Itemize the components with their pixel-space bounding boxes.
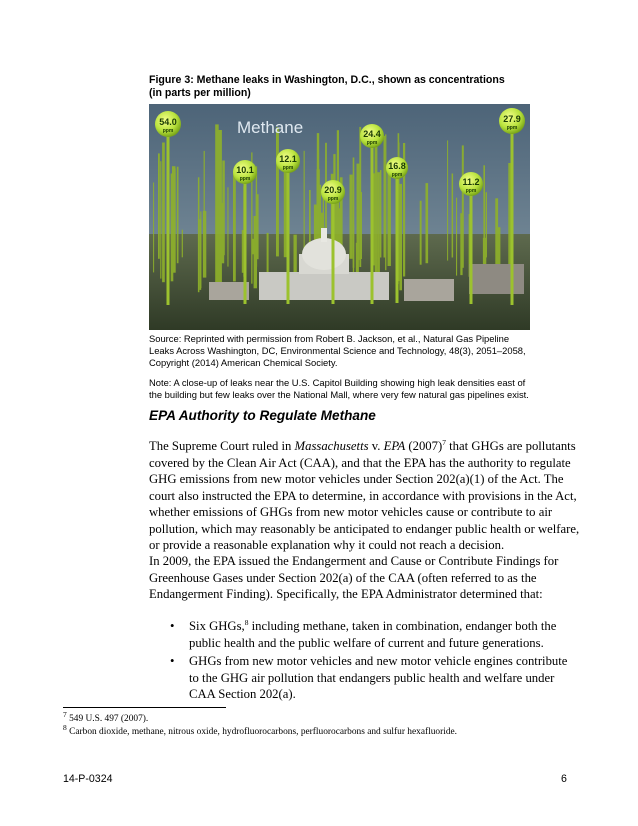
concentration-unit: ppm [282, 165, 294, 171]
concentration-unit: ppm [366, 140, 378, 146]
bubble-stem [371, 146, 374, 304]
bubble-stem [470, 194, 473, 304]
bullet-text: Six GHGs, [189, 619, 245, 633]
footnote-7 [63, 709, 149, 725]
methane-spike [447, 140, 448, 260]
footnote-ref-8[interactable]: 8 [244, 617, 249, 627]
source-line: Leaks Across Washington, DC, Environmental Science and Technology, 48(3), 2051–2058, [149, 345, 526, 356]
paragraph-supreme-court [149, 438, 581, 554]
methane-spike [242, 230, 244, 273]
methane-spike [160, 161, 161, 278]
methane-spike [215, 124, 219, 287]
methane-spike [426, 183, 429, 263]
figure-source [149, 333, 549, 369]
methane-spike [267, 233, 269, 278]
footnote-number: 8 [63, 722, 67, 732]
methane-spike [456, 198, 457, 276]
methane-spike [172, 166, 175, 268]
map-label: Methane [237, 118, 304, 137]
concentration-unit: ppm [327, 196, 339, 202]
methane-spike [483, 165, 485, 264]
concentration-unit: ppm [465, 188, 477, 194]
methane-spike [388, 169, 391, 267]
methane-spike [221, 203, 224, 263]
methane-spike [420, 201, 422, 265]
methane-spike [227, 187, 228, 266]
methane-spike [162, 143, 165, 283]
figure-title [149, 74, 569, 100]
bubble-stem [244, 182, 247, 304]
footnote-text: Carbon dioxide, methane, nitrous oxide, hydrofluorocarbons, perfluorocarbons and sulfur hexafluoride. [66, 727, 458, 737]
concentration-value: 27.9 [503, 114, 521, 124]
concentration-unit: ppm [391, 172, 403, 178]
concentration-value: 20.9 [324, 185, 342, 195]
methane-map-image [149, 104, 530, 330]
case-name-massachusetts: Massachusetts [294, 439, 369, 453]
list-item [170, 618, 570, 651]
methane-spike [233, 171, 236, 281]
note-line: the building but few leaks over the National Mall, where very few natural gas pipelines exist. [149, 389, 529, 400]
p1-text: The Supreme Court ruled in [149, 439, 295, 453]
bubble-stem [287, 171, 290, 304]
bubble-stem [167, 135, 170, 305]
methane-spike [460, 213, 462, 275]
methane-spike [219, 130, 222, 292]
paragraph-endangerment: In 2009, the EPA issued the Endangerment and Cause or Contribute Findings for Greenhouse Gases under Section 202(a) of the CAA (often referred to as the Endangerment Finding). Specifically, the EPA Administrator determined that: [149, 554, 559, 601]
findings-list [170, 618, 570, 705]
methane-spike [350, 175, 353, 259]
methane-spike [203, 211, 206, 278]
methane-spike [375, 141, 378, 281]
methane-spike [276, 127, 279, 256]
concentration-value: 12.1 [279, 154, 297, 164]
bullet-icon: • [170, 654, 175, 668]
methane-spike [198, 177, 200, 292]
methane-spike [380, 170, 381, 257]
concentration-value: 11.2 [462, 177, 480, 187]
source-line: Copyright (2014) American Chemical Society. [149, 357, 338, 368]
section-heading: EPA Authority to Regulate Methane [149, 408, 376, 423]
bubble-stem [332, 202, 335, 304]
methane-spike [399, 184, 402, 290]
bubble-stem [396, 177, 399, 303]
bullet-text-rest: including methane, taken in combination, endanger both the public health and the public welfare of current and future generations. [189, 619, 557, 650]
footnote-ref-7[interactable]: 7 [442, 437, 446, 447]
page-number: 6 [561, 773, 567, 785]
concentration-unit: ppm [162, 128, 174, 134]
methane-spike [256, 194, 259, 259]
bullet-icon: • [170, 619, 175, 633]
methane-spike [182, 230, 183, 258]
methane-spike [377, 172, 380, 284]
footnote-8 [63, 722, 458, 738]
bubble-stem [511, 132, 514, 305]
concentration-value: 16.8 [388, 161, 406, 171]
methane-spike [452, 174, 454, 258]
concentration-unit: ppm [506, 125, 518, 131]
concentration-unit: ppm [239, 176, 251, 182]
figure-title-line1: Figure 3: Methane leaks in Washington, D.C., shown as concentrations [149, 74, 505, 86]
methane-spike [158, 153, 160, 258]
case-name-epa: EPA [383, 439, 406, 453]
methane-spike [353, 158, 355, 268]
methane-spike [153, 183, 154, 273]
concentration-value: 24.4 [363, 129, 381, 139]
figure-note [149, 377, 549, 401]
list-item [170, 653, 570, 703]
methane-spike [384, 136, 386, 258]
p1-v: v. [368, 439, 384, 453]
concentration-value: 10.1 [236, 165, 254, 175]
methane-spike [177, 167, 179, 264]
concentration-value: 54.0 [159, 117, 177, 127]
source-line: Source: Reprinted with permission from Robert B. Jackson, et al., Natural Gas Pipeline [149, 333, 510, 344]
footnote-divider [63, 707, 226, 708]
note-line: Note: A close-up of leaks near the U.S. Capitol Building showing high leak densities east of [149, 377, 526, 388]
p1-text-rest: that GHGs are pollutants covered by the Clean Air Act (CAA), and that the EPA has the authority to regulate GHG emissions from new motor vehicles under Section 202(a)(1) of the Act. The court also instructed the EPA to determine, in accordance with provisions in the Act, whether emissions of GHGs from new motor vehicles cause or contribute to air pollution, which may reasonably be anticipated to endanger public health or welfare, or provide a reasonable explanation why it could not reach a decision. [149, 439, 580, 552]
methane-spike [360, 192, 362, 259]
footnote-number: 7 [63, 709, 67, 719]
p1-year: (2007) [405, 439, 443, 453]
footnote-text: 549 U.S. 497 (2007). [66, 714, 149, 724]
figure-title-line2: (in parts per million) [149, 87, 251, 99]
methane-spike [200, 211, 201, 288]
methane-spike [252, 239, 254, 255]
bullet-text: GHGs from new motor vehicles and new motor vehicle engines contribute to the GHG air pollution that endangers public health and welfare under CAA Section 202(a). [189, 654, 568, 701]
report-number: 14-P-0324 [63, 773, 113, 785]
